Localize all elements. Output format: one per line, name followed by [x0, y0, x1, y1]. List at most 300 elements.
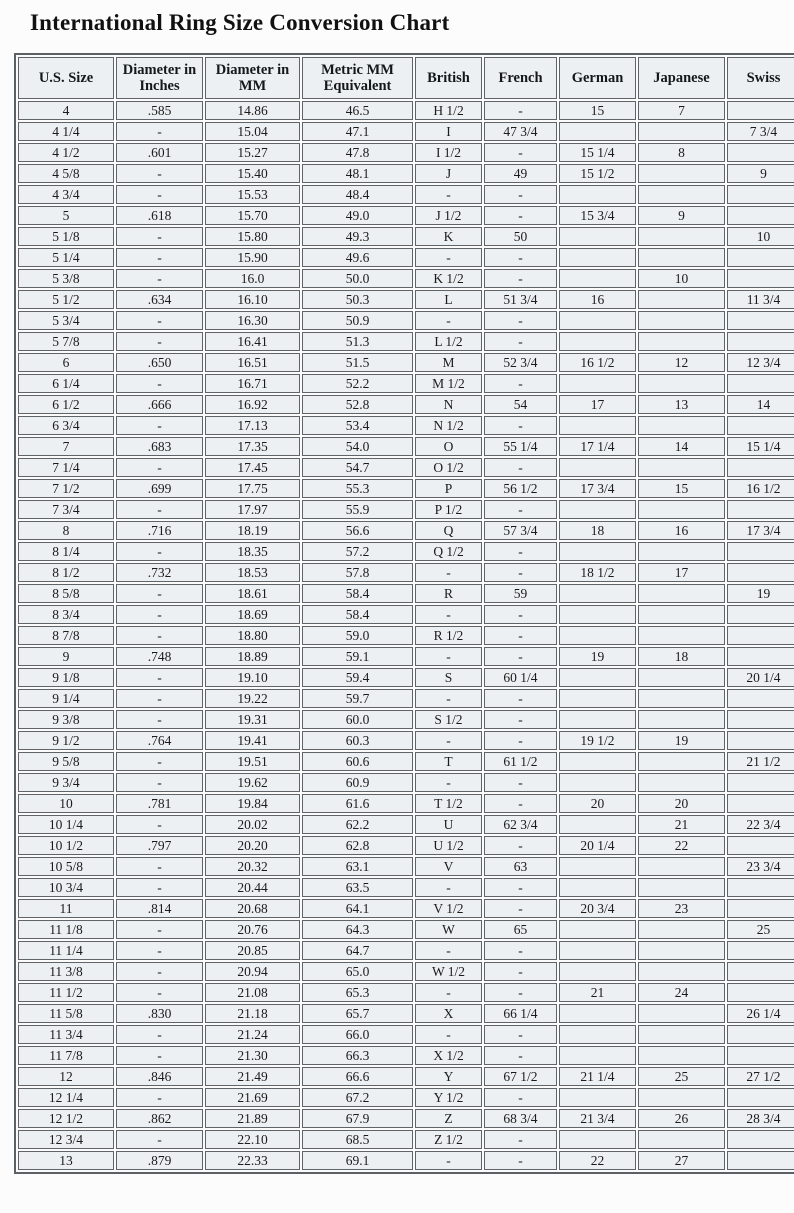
table-cell: 57.2 [302, 542, 413, 561]
table-cell: 49.6 [302, 248, 413, 267]
table-row [18, 395, 794, 414]
table-cell [638, 773, 725, 792]
table-row [18, 227, 794, 246]
table-cell: 19 [559, 647, 636, 666]
table-cell: Z [415, 1109, 482, 1128]
table-cell [638, 500, 725, 519]
table-cell: 8 5/8 [18, 584, 114, 603]
table-cell: Q 1/2 [415, 542, 482, 561]
table-cell: 4 5/8 [18, 164, 114, 183]
table-cell: 61 1/2 [484, 752, 557, 771]
table-cell: - [116, 332, 203, 351]
table-row [18, 185, 794, 204]
table-cell: - [116, 584, 203, 603]
table-cell: 16.10 [205, 290, 300, 309]
table-cell: 5 7/8 [18, 332, 114, 351]
table-cell: 48.1 [302, 164, 413, 183]
table-row [18, 206, 794, 225]
table-cell: 15.90 [205, 248, 300, 267]
table-cell: 21.08 [205, 983, 300, 1002]
table-cell: 51 3/4 [484, 290, 557, 309]
table-cell: - [116, 983, 203, 1002]
table-cell [559, 1130, 636, 1149]
table-row [18, 710, 794, 729]
table-cell: 59.4 [302, 668, 413, 687]
table-cell [727, 962, 794, 981]
table-cell: I [415, 122, 482, 141]
table-cell: 49.3 [302, 227, 413, 246]
table-row [18, 668, 794, 687]
table-cell: - [415, 1025, 482, 1044]
table-cell: T [415, 752, 482, 771]
table-cell: 6 1/4 [18, 374, 114, 393]
table-cell [559, 416, 636, 435]
table-cell: 16.71 [205, 374, 300, 393]
table-cell: 18.19 [205, 521, 300, 540]
table-cell [727, 1088, 794, 1107]
table-cell [559, 857, 636, 876]
table-cell: - [415, 647, 482, 666]
table-cell: 17 [559, 395, 636, 414]
table-cell: 66 1/4 [484, 1004, 557, 1023]
table-row [18, 269, 794, 288]
table-cell: 65.0 [302, 962, 413, 981]
table-cell: - [116, 857, 203, 876]
table-cell: - [415, 731, 482, 750]
table-cell [638, 122, 725, 141]
table-cell: .585 [116, 101, 203, 120]
table-cell: 21 1/2 [727, 752, 794, 771]
table-cell: 16 1/2 [727, 479, 794, 498]
table-row [18, 857, 794, 876]
header-row [18, 57, 794, 99]
table-cell: 48.4 [302, 185, 413, 204]
table-cell: - [484, 731, 557, 750]
table-cell: - [116, 1130, 203, 1149]
table-cell: 16.30 [205, 311, 300, 330]
table-cell [727, 311, 794, 330]
table-cell: 27 [638, 1151, 725, 1170]
table-cell: 65.7 [302, 1004, 413, 1023]
table-cell [727, 416, 794, 435]
table-cell: 4 1/2 [18, 143, 114, 162]
table-cell: 19.41 [205, 731, 300, 750]
table-cell: - [484, 332, 557, 351]
table-cell: 17.13 [205, 416, 300, 435]
table-cell: 60.3 [302, 731, 413, 750]
table-cell: Q [415, 521, 482, 540]
table-cell [638, 542, 725, 561]
table-cell: P [415, 479, 482, 498]
table-cell: S 1/2 [415, 710, 482, 729]
table-cell: 7 1/4 [18, 458, 114, 477]
table-cell [727, 269, 794, 288]
table-cell: - [116, 458, 203, 477]
table-cell: - [415, 605, 482, 624]
table-cell [559, 332, 636, 351]
table-cell [559, 878, 636, 897]
table-cell: 4 [18, 101, 114, 120]
table-cell: 18.80 [205, 626, 300, 645]
table-cell: - [484, 563, 557, 582]
table-cell: - [484, 983, 557, 1002]
table-cell: - [116, 311, 203, 330]
table-cell: - [484, 101, 557, 120]
table-cell: - [415, 248, 482, 267]
table-cell [638, 311, 725, 330]
table-cell [638, 1004, 725, 1023]
table-cell: 9 5/8 [18, 752, 114, 771]
table-cell: - [116, 878, 203, 897]
table-row [18, 878, 794, 897]
table-cell: - [116, 605, 203, 624]
table-cell: 63.5 [302, 878, 413, 897]
table-cell: W [415, 920, 482, 939]
table-cell: 47 3/4 [484, 122, 557, 141]
table-cell: .634 [116, 290, 203, 309]
table-cell: 18 [638, 647, 725, 666]
table-cell: 17.75 [205, 479, 300, 498]
table-cell: V 1/2 [415, 899, 482, 918]
table-cell: - [484, 1151, 557, 1170]
table-cell: 12 3/4 [727, 353, 794, 372]
table-cell: M 1/2 [415, 374, 482, 393]
table-cell: 26 [638, 1109, 725, 1128]
table-cell: - [484, 941, 557, 960]
table-cell: 21 3/4 [559, 1109, 636, 1128]
table-row [18, 626, 794, 645]
table-cell: 11 3/4 [727, 290, 794, 309]
table-body [18, 101, 794, 1170]
table-cell [559, 227, 636, 246]
table-cell: 60.6 [302, 752, 413, 771]
table-cell: 19.22 [205, 689, 300, 708]
table-row [18, 1004, 794, 1023]
table-cell: 18.69 [205, 605, 300, 624]
table-cell: .830 [116, 1004, 203, 1023]
table-cell: - [484, 689, 557, 708]
table-cell: .650 [116, 353, 203, 372]
table-cell: 67 1/2 [484, 1067, 557, 1086]
table-cell [727, 647, 794, 666]
table-cell: 9 [638, 206, 725, 225]
table-cell: 57.8 [302, 563, 413, 582]
table-row [18, 920, 794, 939]
table-cell: 62.8 [302, 836, 413, 855]
table-cell: 64.3 [302, 920, 413, 939]
column-header-7: Japanese [638, 57, 725, 99]
table-cell: 9 3/8 [18, 710, 114, 729]
table-row [18, 1109, 794, 1128]
table-cell: 66.6 [302, 1067, 413, 1086]
table-cell: 22 [638, 836, 725, 855]
table-cell [638, 626, 725, 645]
table-cell [638, 668, 725, 687]
table-cell: 65 [484, 920, 557, 939]
table-cell: - [484, 773, 557, 792]
table-cell [638, 458, 725, 477]
table-cell: 63.1 [302, 857, 413, 876]
table-cell: - [116, 248, 203, 267]
table-cell: 16.41 [205, 332, 300, 351]
table-cell: 22.33 [205, 1151, 300, 1170]
table-cell: 17 1/4 [559, 437, 636, 456]
table-row [18, 836, 794, 855]
table-cell: .879 [116, 1151, 203, 1170]
table-cell: K [415, 227, 482, 246]
table-cell: 52.8 [302, 395, 413, 414]
table-cell: 10 3/4 [18, 878, 114, 897]
table-row [18, 1067, 794, 1086]
table-cell: Y 1/2 [415, 1088, 482, 1107]
table-cell: 21.18 [205, 1004, 300, 1023]
table-cell: 55.3 [302, 479, 413, 498]
table-cell: - [484, 143, 557, 162]
table-cell: T 1/2 [415, 794, 482, 813]
table-cell: - [484, 542, 557, 561]
table-cell: L [415, 290, 482, 309]
column-header-6: German [559, 57, 636, 99]
table-cell: 15.40 [205, 164, 300, 183]
table-cell: .862 [116, 1109, 203, 1128]
table-cell: - [116, 1025, 203, 1044]
table-row [18, 647, 794, 666]
table-row [18, 290, 794, 309]
table-cell: 20 [559, 794, 636, 813]
table-cell [727, 1025, 794, 1044]
table-cell [727, 206, 794, 225]
column-header-0: U.S. Size [18, 57, 114, 99]
table-cell: 52.2 [302, 374, 413, 393]
table-cell: 5 3/4 [18, 311, 114, 330]
table-row [18, 752, 794, 771]
table-cell: 15.80 [205, 227, 300, 246]
table-cell [727, 731, 794, 750]
table-cell: 17.35 [205, 437, 300, 456]
table-cell [559, 248, 636, 267]
table-row [18, 689, 794, 708]
table-cell [638, 857, 725, 876]
table-cell: 21.49 [205, 1067, 300, 1086]
table-cell: - [116, 773, 203, 792]
table-cell: 56.6 [302, 521, 413, 540]
table-cell [559, 773, 636, 792]
table-cell: - [415, 185, 482, 204]
table-cell: 66.0 [302, 1025, 413, 1044]
table-cell: - [484, 1025, 557, 1044]
table-cell: 10 [638, 269, 725, 288]
table-cell [638, 1046, 725, 1065]
table-cell: 16 [559, 290, 636, 309]
table-cell [559, 626, 636, 645]
table-cell: 9 [18, 647, 114, 666]
table-cell: 9 1/8 [18, 668, 114, 687]
table-cell [559, 1025, 636, 1044]
table-row [18, 899, 794, 918]
column-header-1: Diameter in Inches [116, 57, 203, 99]
table-row [18, 1151, 794, 1170]
table-cell [727, 836, 794, 855]
table-cell: - [116, 752, 203, 771]
table-cell [727, 1046, 794, 1065]
table-cell: 9 3/4 [18, 773, 114, 792]
table-cell: - [116, 164, 203, 183]
table-cell: .601 [116, 143, 203, 162]
table-cell: 64.7 [302, 941, 413, 960]
table-cell: 19.84 [205, 794, 300, 813]
table-row [18, 1025, 794, 1044]
table-cell [638, 1130, 725, 1149]
table-cell: 22 3/4 [727, 815, 794, 834]
table-cell [559, 920, 636, 939]
table-cell: 16 1/2 [559, 353, 636, 372]
table-cell [727, 101, 794, 120]
table-cell: 21.69 [205, 1088, 300, 1107]
table-cell: 5 1/8 [18, 227, 114, 246]
table-row [18, 311, 794, 330]
table-cell: - [484, 500, 557, 519]
table-cell: 62.2 [302, 815, 413, 834]
table-cell [727, 605, 794, 624]
table-cell: - [116, 626, 203, 645]
table-cell: - [484, 374, 557, 393]
table-cell: .732 [116, 563, 203, 582]
table-row [18, 374, 794, 393]
table-cell: .666 [116, 395, 203, 414]
table-cell: 5 1/2 [18, 290, 114, 309]
table-row [18, 1088, 794, 1107]
table-cell: 11 [18, 899, 114, 918]
table-cell: 10 [727, 227, 794, 246]
table-cell: - [415, 311, 482, 330]
table-header [18, 57, 794, 99]
table-cell: 16 [638, 521, 725, 540]
table-cell [638, 164, 725, 183]
table-cell: - [116, 500, 203, 519]
table-cell: 25 [638, 1067, 725, 1086]
table-cell [727, 1130, 794, 1149]
table-cell: - [484, 458, 557, 477]
table-cell: 20 [638, 794, 725, 813]
table-cell: 18 [559, 521, 636, 540]
table-cell [638, 962, 725, 981]
table-cell: Z 1/2 [415, 1130, 482, 1149]
table-cell: .764 [116, 731, 203, 750]
table-cell: 51.3 [302, 332, 413, 351]
table-cell: - [116, 542, 203, 561]
table-cell: - [484, 836, 557, 855]
table-cell: 15 [638, 479, 725, 498]
table-cell: 8 [638, 143, 725, 162]
table-cell [559, 668, 636, 687]
table-cell: 8 1/2 [18, 563, 114, 582]
table-cell: 14 [638, 437, 725, 456]
table-cell [638, 185, 725, 204]
table-cell: - [415, 878, 482, 897]
table-cell [727, 143, 794, 162]
table-cell: 15.04 [205, 122, 300, 141]
table-cell [559, 584, 636, 603]
table-cell: 8 [18, 521, 114, 540]
table-cell: 6 1/2 [18, 395, 114, 414]
table-cell: 46.5 [302, 101, 413, 120]
table-cell [559, 311, 636, 330]
table-cell [559, 941, 636, 960]
table-cell: 15 [559, 101, 636, 120]
table-cell [559, 962, 636, 981]
table-cell: 7 [18, 437, 114, 456]
table-cell: 18 1/2 [559, 563, 636, 582]
table-cell [638, 689, 725, 708]
table-cell: 6 [18, 353, 114, 372]
table-cell: 24 [638, 983, 725, 1002]
table-cell: 15 1/2 [559, 164, 636, 183]
table-cell: 7 3/4 [727, 122, 794, 141]
table-cell: .716 [116, 521, 203, 540]
table-row [18, 122, 794, 141]
table-cell: 20.76 [205, 920, 300, 939]
table-cell: P 1/2 [415, 500, 482, 519]
table-cell [559, 458, 636, 477]
table-cell: 12 1/4 [18, 1088, 114, 1107]
table-cell: 13 [18, 1151, 114, 1170]
table-cell: 21.24 [205, 1025, 300, 1044]
table-cell [727, 878, 794, 897]
table-cell: 68.5 [302, 1130, 413, 1149]
table-cell: - [116, 416, 203, 435]
table-cell [727, 374, 794, 393]
table-row [18, 1046, 794, 1065]
table-cell [638, 227, 725, 246]
table-cell: 47.1 [302, 122, 413, 141]
table-cell: - [415, 773, 482, 792]
table-cell: 11 3/4 [18, 1025, 114, 1044]
table-cell: 67.9 [302, 1109, 413, 1128]
table-row [18, 458, 794, 477]
table-cell: - [116, 122, 203, 141]
table-cell: R 1/2 [415, 626, 482, 645]
table-cell: 10 [18, 794, 114, 813]
table-cell: 59.0 [302, 626, 413, 645]
table-cell: - [415, 563, 482, 582]
table-cell: 4 3/4 [18, 185, 114, 204]
table-cell: - [415, 983, 482, 1002]
table-row [18, 563, 794, 582]
table-cell: 69.1 [302, 1151, 413, 1170]
table-cell: 25 [727, 920, 794, 939]
table-row [18, 437, 794, 456]
table-cell: 53.4 [302, 416, 413, 435]
table-cell: 19.51 [205, 752, 300, 771]
table-cell: 20 3/4 [559, 899, 636, 918]
table-cell: 11 3/8 [18, 962, 114, 981]
table-cell: 22.10 [205, 1130, 300, 1149]
table-cell: W 1/2 [415, 962, 482, 981]
table-cell: 17 3/4 [559, 479, 636, 498]
table-cell: 7 1/2 [18, 479, 114, 498]
table-cell [727, 248, 794, 267]
table-cell: 20.44 [205, 878, 300, 897]
table-cell: 18.53 [205, 563, 300, 582]
table-row [18, 353, 794, 372]
table-cell: - [484, 1130, 557, 1149]
table-cell: 5 3/8 [18, 269, 114, 288]
table-cell: - [484, 1088, 557, 1107]
table-cell: 21 [559, 983, 636, 1002]
table-cell: 27 1/2 [727, 1067, 794, 1086]
table-cell: 64.1 [302, 899, 413, 918]
table-cell [638, 374, 725, 393]
